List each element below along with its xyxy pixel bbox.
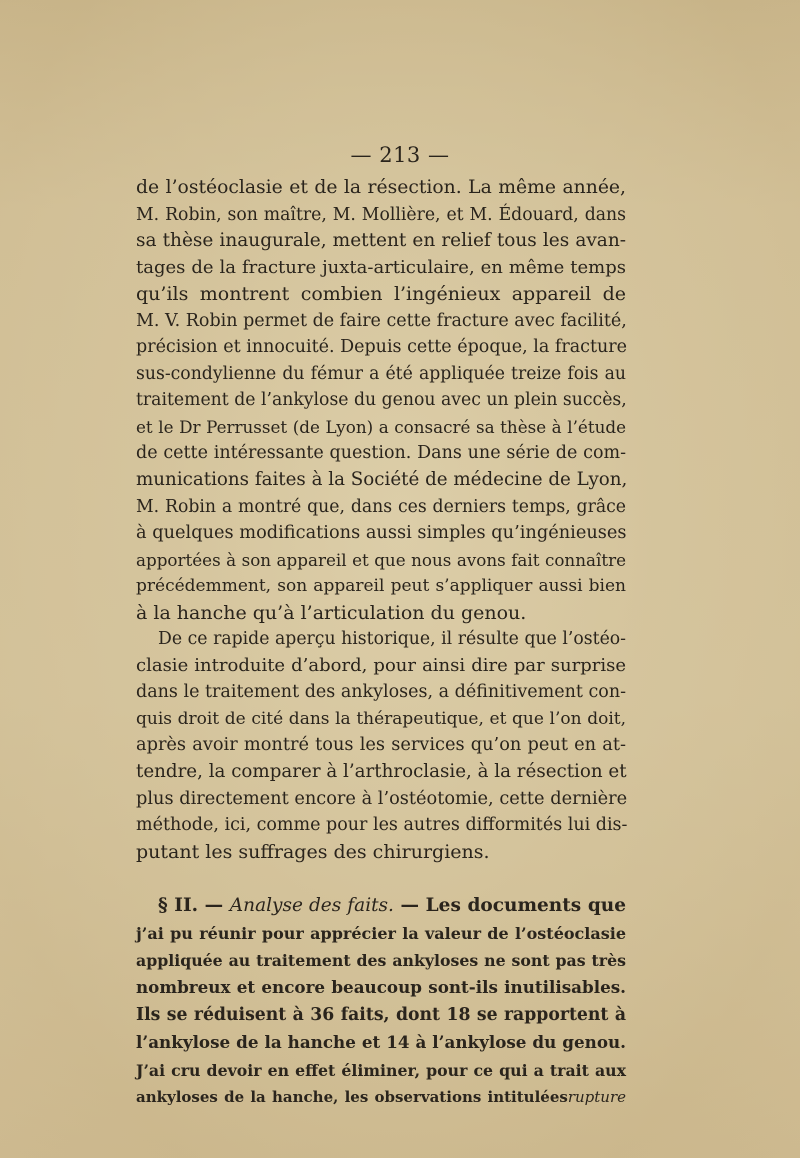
text-line: appliquée au traitement des ankyloses ne sont pas très xyxy=(136,951,626,970)
text-line: à la hanche qu’à l’articulation du genou. xyxy=(136,601,527,624)
text-line: méthode, ici, comme pour les autres difformités lui dis- xyxy=(136,815,628,836)
page-number: — 213 — xyxy=(350,143,450,167)
text-line: j’ai pu réunir pour apprécier la valeur de l’ostéoclasie xyxy=(136,923,626,943)
paragraph-2 xyxy=(136,626,626,865)
text-line: munications faites à la Société de médecine de Lyon, xyxy=(136,469,628,491)
last-line-text: ankyloses de la hanche, les observations intitulées xyxy=(136,1087,568,1106)
text-line: tendre, la comparer à l’arthroclasie, à la résection et xyxy=(136,761,627,783)
text-line: qu’ils montrent combien l’ingénieux appareil de xyxy=(136,283,626,306)
text-line: J’ai cru devoir en effet éliminer, pour ce qui a trait aux xyxy=(136,1060,626,1080)
text-line: et le Dr Perrusset (de Lyon) a consacré sa thèse à l’étude xyxy=(136,416,626,437)
text-line: putant les suffrages des chirurgiens. xyxy=(136,840,490,863)
text-line: après avoir montré tous les services qu’on peut en at- xyxy=(136,735,626,756)
text-line: quis droit de cité dans la thérapeutique, et que l’on doit, xyxy=(136,708,626,729)
text-line: nombreux et encore beaucoup sont-ils inutilisables. xyxy=(136,977,626,998)
text-line: de l’ostéoclasie et de la résection. La même année, xyxy=(136,177,626,198)
text-line: traitement de l’ankylose du genou avec un plein succès, xyxy=(136,390,627,411)
text-line: de cette intéressante question. Dans une série de com- xyxy=(136,443,626,464)
text-line: De ce rapide aperçu historique, il résulte que l’ostéo- xyxy=(158,629,626,650)
text-line: dans le traitement des ankyloses, a définitivement con- xyxy=(136,682,626,703)
section-heading-rest: — Les documents que xyxy=(400,895,626,917)
text-line: l’ankylose de la hanche et 14 à l’ankylose du genou. xyxy=(136,1032,626,1053)
text-line: apportées à son appareil et que nous avons fait connaître xyxy=(136,549,626,570)
text-line: plus directement encore à l’ostéotomie, cette dernière xyxy=(136,788,628,809)
section-last-line xyxy=(136,1084,626,1111)
section-spacer xyxy=(136,865,626,892)
text-line: à quelques modifications aussi simples qu’ingénieuses xyxy=(136,523,627,544)
text-line: Ils se réduisent à 36 faits, dont 18 se rapportent à xyxy=(136,1004,626,1025)
text-line: sus-condylienne du fémur a été appliquée treize fois au xyxy=(136,363,626,384)
section-heading-line xyxy=(136,892,626,919)
section-mark: § II. — xyxy=(158,895,224,917)
body-text xyxy=(136,175,626,1111)
text-line: tages de la fracture juxta-articulaire, en même temps xyxy=(136,256,626,278)
section-title: Analyse des faits. xyxy=(229,895,394,917)
text-line: précision et innocuité. Depuis cette époque, la fracture xyxy=(136,337,627,358)
text-line: M. Robin, son maître, M. Mollière, et M. Édouard, dans xyxy=(136,204,626,225)
paragraph-1 xyxy=(136,175,626,626)
text-line: clasie introduite d’abord, pour ainsi dire par surprise xyxy=(136,654,626,676)
text-line: précédemment, son appareil peut s’appliquer aussi bien xyxy=(136,576,626,597)
text-line: sa thèse inaugurale, mettent en relief tous les avan- xyxy=(136,230,626,252)
section-2 xyxy=(136,892,626,1111)
text-line: M. V. Robin permet de faire cette fracture avec facilité, xyxy=(136,310,627,331)
last-line-italic: rupture xyxy=(567,1087,626,1106)
text-line: M. Robin a montré que, dans ces derniers temps, grâce xyxy=(136,496,626,517)
